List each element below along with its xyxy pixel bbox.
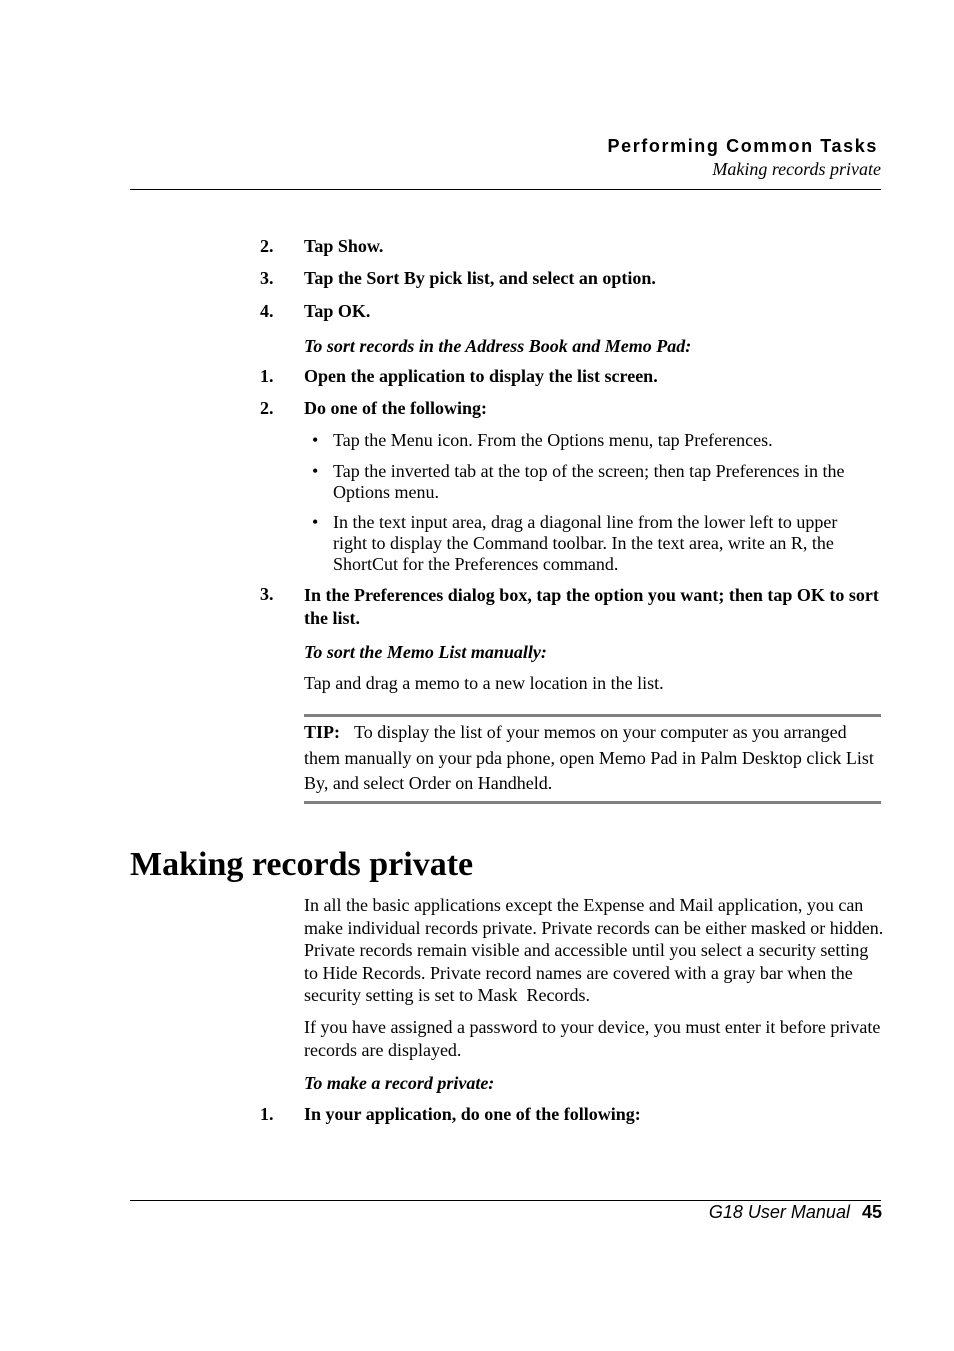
step-number: 3.	[260, 268, 274, 288]
step-number: 3.	[260, 584, 274, 604]
step-text: In the Preferences dialog box, tap the option you want; then tap OK to sort the list.	[304, 585, 879, 628]
footer-rule	[130, 1200, 881, 1201]
step-text: Tap Show.	[304, 236, 384, 256]
bullet-item: Tap the inverted tab at the top of the screen; then tap Preferences in the Options menu.	[333, 461, 845, 502]
running-header-title: Performing Common Tasks	[607, 136, 878, 156]
bullet-item: In the text input area, drag a diagonal line from the lower left to upper right to display the Command toolbar. In the text area, write an R, the ShortCut for the Preferences command.	[333, 512, 838, 574]
memo-instruction: Tap and drag a memo to a new location in the list.	[304, 673, 664, 693]
step-number: 1.	[260, 1104, 274, 1124]
header-rule	[130, 189, 881, 190]
step-text: Do one of the following:	[304, 398, 487, 418]
section-paragraph: In all the basic applications except the Expense and Mail application, you can make individual records private. Private records can be either masked or hidden. Private records remain visible and accessible until you select a security setting to Hide Records. Private record names are covered with a gray bar when the security setting is set to Mask Records.	[304, 895, 888, 1005]
tip-box	[304, 720, 881, 797]
bullet-marker: •	[312, 461, 319, 481]
tip-text: To display the list of your memos on your computer as you arranged them manually on your pda phone, open Memo Pad in Palm Desktop click List By, and select Order on Handheld.	[304, 722, 874, 793]
step-text: In your application, do one of the following:	[304, 1104, 641, 1124]
step-text: Tap OK.	[304, 301, 371, 321]
bullet-item: Tap the Menu icon. From the Options menu, tap Preferences.	[333, 430, 773, 450]
step-text: Open the application to display the list screen.	[304, 366, 658, 386]
step-number: 1.	[260, 366, 274, 386]
procedure-heading-memo: To sort the Memo List manually:	[304, 642, 547, 662]
step-text: Tap the Sort By pick list, and select an option.	[304, 268, 656, 288]
manual-title: G18 User Manual	[708, 1202, 850, 1222]
tip-top-rule	[304, 714, 881, 717]
bullet-marker: •	[312, 430, 319, 450]
tip-bottom-rule	[304, 801, 881, 804]
step-number: 4.	[260, 301, 274, 321]
procedure-heading-address: To sort records in the Address Book and Memo Pad:	[304, 336, 692, 356]
procedure-heading-private: To make a record private:	[304, 1073, 495, 1093]
section-heading: Making records private	[130, 846, 474, 883]
page-number: 45	[861, 1202, 882, 1222]
step-number: 2.	[260, 398, 274, 418]
running-header-subtitle: Making records private	[712, 159, 881, 179]
step-number: 2.	[260, 236, 274, 256]
section-paragraph: If you have assigned a password to your device, you must enter it before private records are displayed.	[304, 1017, 881, 1060]
page-footer	[709, 1202, 882, 1223]
tip-label: TIP:	[304, 722, 340, 742]
bullet-marker: •	[312, 512, 319, 532]
